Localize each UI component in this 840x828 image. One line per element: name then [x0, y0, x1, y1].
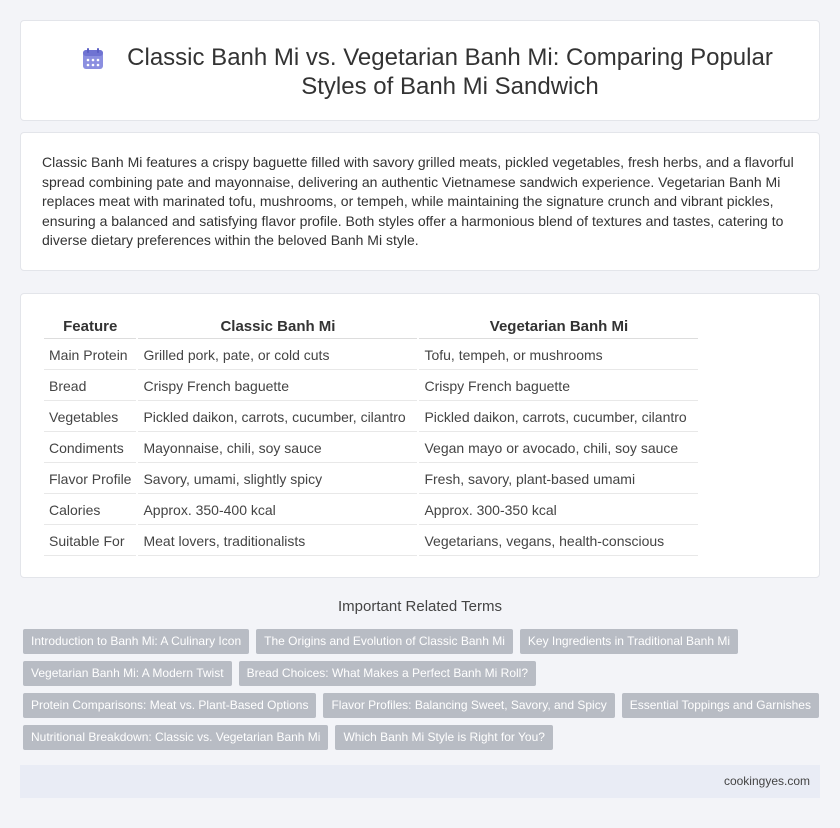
table-row	[44, 496, 698, 525]
table-row	[44, 341, 698, 370]
feature-cell: Calories	[44, 496, 136, 525]
summary-card	[20, 132, 820, 271]
table-header-row	[44, 314, 698, 339]
footer	[20, 765, 820, 798]
title-card	[20, 20, 820, 121]
vegetarian-cell: Vegan mayo or avocado, chili, soy sauce	[419, 434, 698, 463]
vegetarian-cell: Approx. 300-350 kcal	[419, 496, 698, 525]
classic-cell: Mayonnaise, chili, soy sauce	[138, 434, 417, 463]
classic-cell: Crispy French baguette	[138, 372, 417, 401]
related-term-link[interactable]: Flavor Profiles: Balancing Sweet, Savory, and Spicy	[323, 693, 614, 718]
classic-cell: Approx. 350-400 kcal	[138, 496, 417, 525]
feature-cell: Main Protein	[44, 341, 136, 370]
tag-row	[23, 661, 823, 686]
table-row	[44, 527, 698, 556]
vegetarian-cell: Crispy French baguette	[419, 372, 698, 401]
comparison-table	[42, 312, 700, 558]
vegetarian-cell: Tofu, tempeh, or mushrooms	[419, 341, 698, 370]
feature-cell: Bread	[44, 372, 136, 401]
related-term-link[interactable]: The Origins and Evolution of Classic Banh Mi	[256, 629, 513, 654]
related-term-link[interactable]: Bread Choices: What Makes a Perfect Banh Mi Roll?	[239, 661, 536, 686]
tag-row	[23, 693, 823, 718]
tag-row	[23, 629, 823, 654]
related-term-link[interactable]: Essential Toppings and Garnishes	[622, 693, 819, 718]
header-classic: Classic Banh Mi	[138, 314, 417, 339]
vegetarian-cell: Fresh, savory, plant-based umami	[419, 465, 698, 494]
classic-cell: Savory, umami, slightly spicy	[138, 465, 417, 494]
vegetarian-cell: Vegetarians, vegans, health-conscious	[419, 527, 698, 556]
header-vegetarian: Vegetarian Banh Mi	[419, 314, 698, 339]
feature-cell: Suitable For	[44, 527, 136, 556]
table-row	[44, 434, 698, 463]
feature-cell: Flavor Profile	[44, 465, 136, 494]
related-terms	[23, 629, 823, 757]
classic-cell: Grilled pork, pate, or cold cuts	[138, 341, 417, 370]
classic-cell: Meat lovers, traditionalists	[138, 527, 417, 556]
related-term-link[interactable]: Key Ingredients in Traditional Banh Mi	[520, 629, 738, 654]
related-term-link[interactable]: Introduction to Banh Mi: A Culinary Icon	[23, 629, 249, 654]
vegetarian-cell: Pickled daikon, carrots, cucumber, cilantro	[419, 403, 698, 432]
feature-cell: Condiments	[44, 434, 136, 463]
comparison-card	[20, 293, 820, 578]
related-term-link[interactable]: Protein Comparisons: Meat vs. Plant-Based Options	[23, 693, 316, 718]
tag-row	[23, 725, 823, 750]
related-term-link[interactable]: Nutritional Breakdown: Classic vs. Vegetarian Banh Mi	[23, 725, 328, 750]
summary-text: Classic Banh Mi features a crispy baguette filled with savory grilled meats, pickled vegetables, fresh herbs, and a flavorful spread combining pate and mayonnaise, delivering an authentic Vietnamese sandwich experience. Vegetarian Banh Mi replaces meat with marinated tofu, mushrooms, or tempeh, while maintaining the signature crunch and vibrant pickles, ensuring a balanced and satisfying flavor profile. Both styles offer a harmonious blend of textures and tastes, catering to diverse dietary preferences within the beloved Banh Mi style.	[42, 154, 794, 248]
page-title: Classic Banh Mi vs. Vegetarian Banh Mi: Comparing Popular Styles of Banh Mi Sandwich	[127, 44, 773, 100]
site-name[interactable]: cookingyes.com	[723, 774, 810, 788]
related-term-link[interactable]: Which Banh Mi Style is Right for You?	[335, 725, 552, 750]
header-feature: Feature	[44, 314, 136, 339]
classic-cell: Pickled daikon, carrots, cucumber, cilantro	[138, 403, 417, 432]
feature-cell: Vegetables	[44, 403, 136, 432]
table-row	[44, 403, 698, 432]
related-terms-title: Important Related Terms	[338, 598, 502, 615]
table-row	[44, 465, 698, 494]
table-row	[44, 372, 698, 401]
related-term-link[interactable]: Vegetarian Banh Mi: A Modern Twist	[23, 661, 232, 686]
